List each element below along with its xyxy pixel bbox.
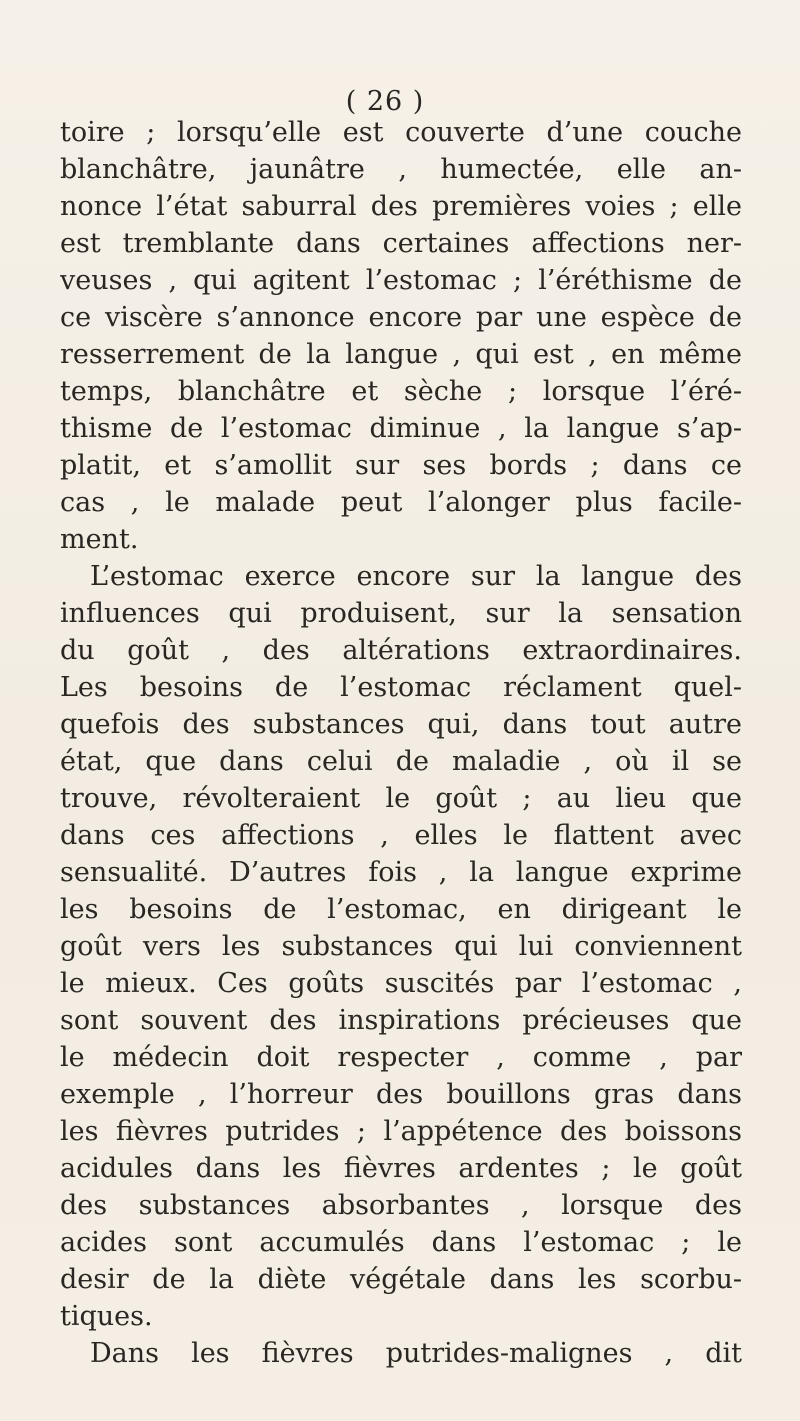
text-line: influences qui produisent, sur la sensation <box>60 598 742 629</box>
text-line: desir de la diète végétale dans les scorbu- <box>60 1264 742 1295</box>
text-line: resserrement de la langue , qui est , en même <box>60 339 742 370</box>
text-line: temps, blanchâtre et sèche ; lorsque l’éré- <box>60 376 742 407</box>
text-line: le médecin doit respecter , comme , par <box>60 1042 742 1073</box>
text-line: acidules dans les fièvres ardentes ; le goût <box>60 1153 742 1184</box>
text-line: est tremblante dans certaines affections ner- <box>60 228 742 259</box>
page-number: ( 26 ) <box>345 86 425 117</box>
text-line: L’estomac exerce encore sur la langue des <box>90 561 742 592</box>
text-line: exemple , l’horreur des bouillons gras dans <box>60 1079 742 1110</box>
text-line: thisme de l’estomac diminue , la langue s’ap- <box>60 413 742 444</box>
text-line: veuses , qui agitent l’estomac ; l’éréthisme de <box>60 265 742 296</box>
text-line: les fièvres putrides ; l’appétence des boissons <box>60 1116 742 1147</box>
text-line: les besoins de l’estomac, en dirigeant le <box>60 894 742 925</box>
text-line: Dans les fièvres putrides-malignes , dit <box>90 1338 742 1369</box>
text-line: dans ces affections , elles le flattent avec <box>60 820 742 851</box>
text-line: goût vers les substances qui lui conviennent <box>60 931 742 962</box>
text-line: des substances absorbantes , lorsque des <box>60 1190 742 1221</box>
text-line: acides sont accumulés dans l’estomac ; le <box>60 1227 742 1258</box>
text-line: ce viscère s’annonce encore par une espèce de <box>60 302 742 333</box>
text-line: quefois des substances qui, dans tout autre <box>60 709 742 740</box>
text-line: nonce l’état saburral des premières voies ; elle <box>60 191 742 222</box>
text-line: le mieux. Ces goûts suscités par l’estomac , <box>60 968 742 999</box>
text-line: toire ; lorsqu’elle est couverte d’une couche <box>60 117 742 148</box>
text-line: ment. <box>60 524 139 555</box>
text-line: sont souvent des inspirations précieuses que <box>60 1005 742 1036</box>
text-line: état, que dans celui de maladie , où il se <box>60 746 742 777</box>
text-line: sensualité. D’autres fois , la langue exprime <box>60 857 742 888</box>
text-line: tiques. <box>60 1301 153 1332</box>
text-line: Les besoins de l’estomac réclament quel- <box>60 672 742 703</box>
body-text <box>60 114 742 1372</box>
text-line: cas , le malade peut l’alonger plus facile- <box>60 487 742 518</box>
text-line: blanchâtre, jaunâtre , humectée, elle an- <box>60 154 742 185</box>
text-line: trouve, révolteraient le goût ; au lieu que <box>60 783 742 814</box>
text-line: platit, et s’amollit sur ses bords ; dans ce <box>60 450 742 481</box>
text-line: du goût , des altérations extraordinaires. <box>60 635 742 666</box>
